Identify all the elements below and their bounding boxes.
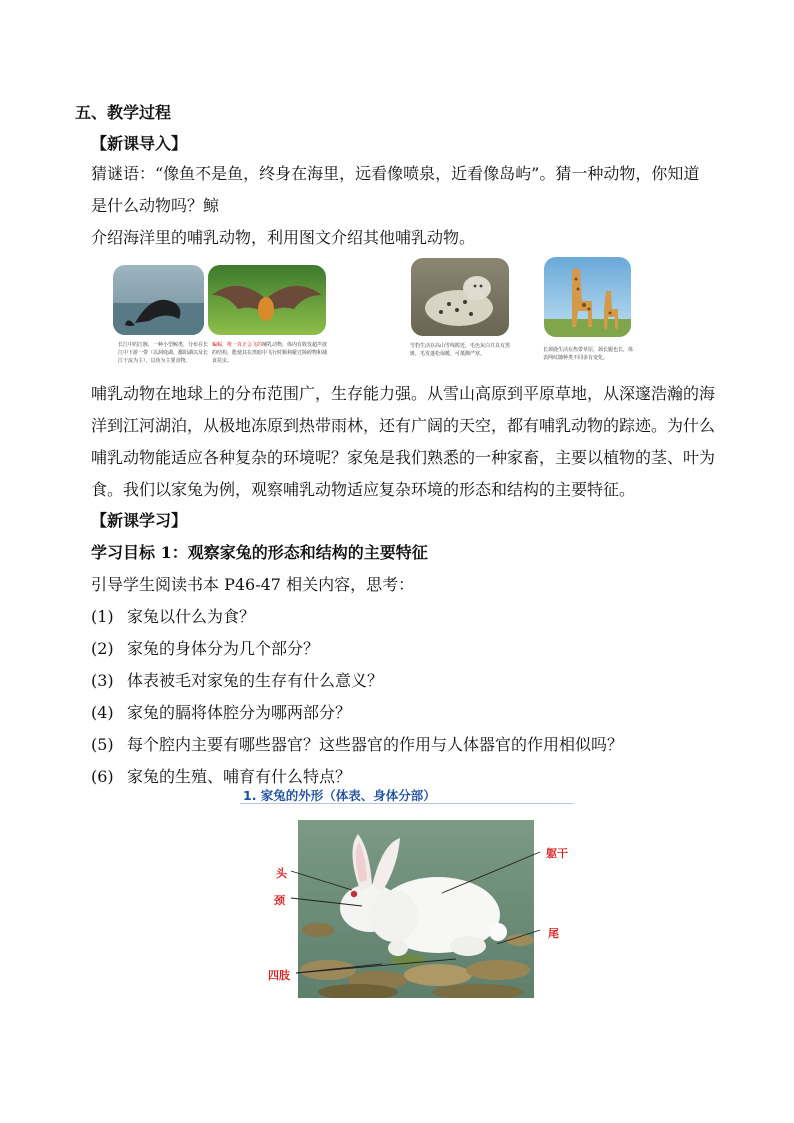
question-number: (5) <box>91 735 114 754</box>
figure-title: 1. 家兔的外形（体表、身体分部） <box>243 788 436 803</box>
question-number: (4) <box>91 703 114 722</box>
learning-heading: 【新课学习】 <box>91 511 188 530</box>
question-text: 家兔的生殖、哺育有什么特点？ <box>127 767 352 786</box>
question-text: 每个腔内主要有哪些器官？这些器官的作用与人体器官的作用相似吗？ <box>127 735 624 754</box>
giraffe-caption: 长颈鹿生活在热带草原，颈长腿也长，体表网纹随种类不同多有变化。 <box>543 347 634 361</box>
learning-goal: 学习目标 1：观察家兔的形态和结构的主要特征 <box>91 543 428 562</box>
porpoise-caption: 长江中的江豚，一种小型鲸类，分布在长江中下游一带（以洞庭湖、鄱阳湖以及长江干流为主），以鱼为主要食物。 <box>118 342 209 364</box>
distribution-line-3: 哺乳动物能适应各种复杂的环境呢？家兔是我们熟悉的一种家畜，主要以植物的茎、叶为 <box>91 448 716 467</box>
label-tail: 尾 <box>548 927 559 940</box>
bat-caption-text: 哺乳动物。体内有收发超声波的结构，能使其在黑暗中飞行时顺利避过障碍物和捕食昆虫。 <box>212 342 328 364</box>
question-number: (2) <box>91 639 114 658</box>
question-text: 家兔的膈将体腔分为哪两部分？ <box>127 703 352 722</box>
riddle-line-2: 是什么动物吗？鲸 <box>91 196 220 215</box>
question-text: 家兔的身体分为几个部分？ <box>127 639 320 658</box>
label-limbs: 四肢 <box>268 969 290 982</box>
distribution-line-4: 食。我们以家兔为例，观察哺乳动物适应复杂环境的形态和结构的主要特征。 <box>91 480 636 499</box>
distribution-line-2: 洋到江河湖泊，从极地冻原到热带雨林，还有广阔的天空，都有哺乳动物的踪迹。为什么 <box>91 416 716 435</box>
label-head: 头 <box>276 867 287 880</box>
question-number: (3) <box>91 671 114 690</box>
bat-caption-highlight: 蝙蝠，唯一真正会飞的 <box>212 342 263 348</box>
question-text: 家兔以什么为食？ <box>127 607 256 626</box>
distribution-line-1: 哺乳动物在地球上的分布范围广，生存能力强。从雪山高原到平原草地，从深邃浩瀚的海 <box>91 384 716 403</box>
label-neck: 颈 <box>274 894 285 907</box>
riddle-line-1: 猜谜语：“像鱼不是鱼，终身在海里，远看像喷泉，近看像岛屿”。猜一种动物，你知道 <box>91 164 700 183</box>
intro-line: 介绍海洋里的哺乳动物，利用图文介绍其他哺乳动物。 <box>91 228 476 247</box>
label-trunk: 躯干 <box>546 847 568 860</box>
question-number: (1) <box>91 607 114 626</box>
question-number: (6) <box>91 767 114 786</box>
question-text: 体表被毛对家兔的生存有什么意义？ <box>127 671 384 690</box>
snow-leopard-caption: 雪豹生活在高山雪线附近，毛色灰白并具有黑斑，毛发蓬松保暖，可抵御严寒。 <box>410 343 511 357</box>
section-heading: 五、教学过程 <box>75 103 172 122</box>
reading-guide: 引导学生阅读书本 P46-47 相关内容，思考： <box>91 575 415 594</box>
intro-heading: 【新课导入】 <box>91 134 188 153</box>
